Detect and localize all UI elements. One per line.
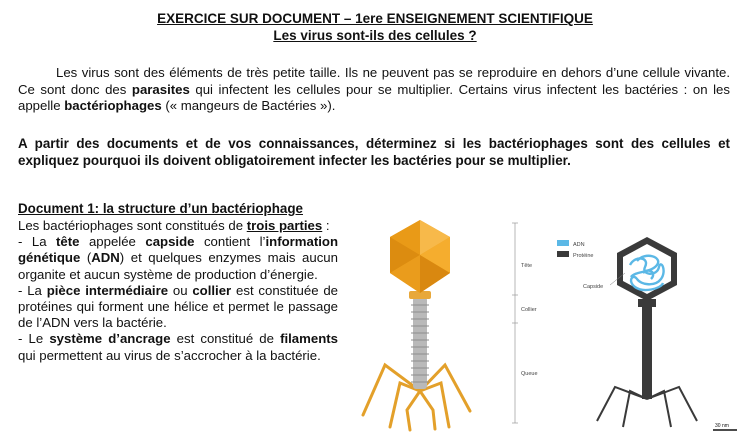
bullet-head (18, 234, 338, 283)
doc-intro-colon: : (322, 218, 330, 233)
bullet-collar (18, 283, 338, 332)
b1-text-c: contient l’ (194, 234, 266, 250)
intro-bacteriophages: bactériophages (64, 98, 162, 113)
doc-intro-text: Les bactériophages sont constitués de (18, 218, 247, 233)
b3-text-b: est constitué de (170, 331, 281, 347)
intro-paragraph (18, 65, 730, 115)
label-collier: Collier (521, 307, 537, 313)
b1-text-d: ( (80, 250, 92, 266)
question-text: A partir des documents et de vos connaissances, déterminez si les bactériophages sont des cellules et expliquez pourquoi ils doivent obligatoirement infecter les bactéries pour se multiplier. (18, 136, 730, 168)
b2-text-a: - La (18, 282, 47, 298)
label-queue: Queue (521, 371, 538, 377)
legend-adn-swatch (557, 240, 569, 246)
b3-text-c: qui permettent au virus de s’accrocher à la bactérie. (18, 347, 321, 363)
b1-capside: capside (145, 234, 195, 250)
b2-piece: pièce intermédiaire (46, 282, 169, 298)
label-tete: Tête (521, 263, 533, 269)
b1-tete: tête (56, 234, 80, 250)
b1-adn: ADN (91, 250, 120, 266)
page-title: EXERCICE SUR DOCUMENT – 1ere ENSEIGNEMENT SCIENTIFIQUE (157, 11, 593, 26)
intro-parasites: parasites (131, 81, 190, 97)
intro-text-2: qui infectent les cellules pour se multiplier. Certains virus infectent les bactéries : on les appelle (18, 81, 730, 113)
scale-label: 30 nm (715, 423, 729, 429)
intro-text-1: Les virus sont des éléments de très petite taille. Ils ne peuvent pas se reproduire en dehors d’une cellule vivante. Ce sont donc des (18, 65, 730, 97)
doc-intro-bold: trois parties (246, 218, 323, 233)
dimension-brackets (512, 223, 518, 423)
document-title: Document 1: la structure d’un bactériophage (18, 201, 303, 216)
page-subtitle: Les virus sont-ils des cellules ? (273, 28, 477, 43)
legend-proteine-swatch (557, 251, 569, 257)
legend-adn-label: ADN (573, 242, 585, 248)
b2-collier: collier (192, 282, 232, 298)
b1-info: information génétique (18, 234, 339, 266)
label-capside: Capside (583, 284, 604, 290)
intro-text-3: (« mangeurs de Bactéries »). (161, 98, 336, 113)
b1-text-a: - La (18, 234, 57, 250)
b3-text-a: - Le (18, 331, 50, 347)
legend-proteine-label: Protéine (573, 253, 594, 259)
b2-text-b: ou (168, 282, 193, 298)
phage-schematic (597, 237, 697, 427)
doc-intro (18, 218, 338, 234)
bullet-anchor (18, 331, 338, 363)
b3-filaments: filaments (280, 331, 338, 347)
document-body (18, 218, 338, 364)
b3-systeme: système d’ancrage (49, 331, 171, 347)
bacteriophage-figure (345, 215, 745, 435)
schematic-tail (642, 305, 652, 399)
phage-3d-illustration (363, 220, 470, 430)
b1-text-b: appelée (79, 234, 146, 250)
b1-text-e: ) et quelques enzymes mais aucun organite et aucun système de production d’énergie. (18, 250, 338, 282)
b2-text-c: est constituée de protéines qui forment une hélice et permet le passage de l’ADN vers la bactérie. (18, 282, 339, 331)
